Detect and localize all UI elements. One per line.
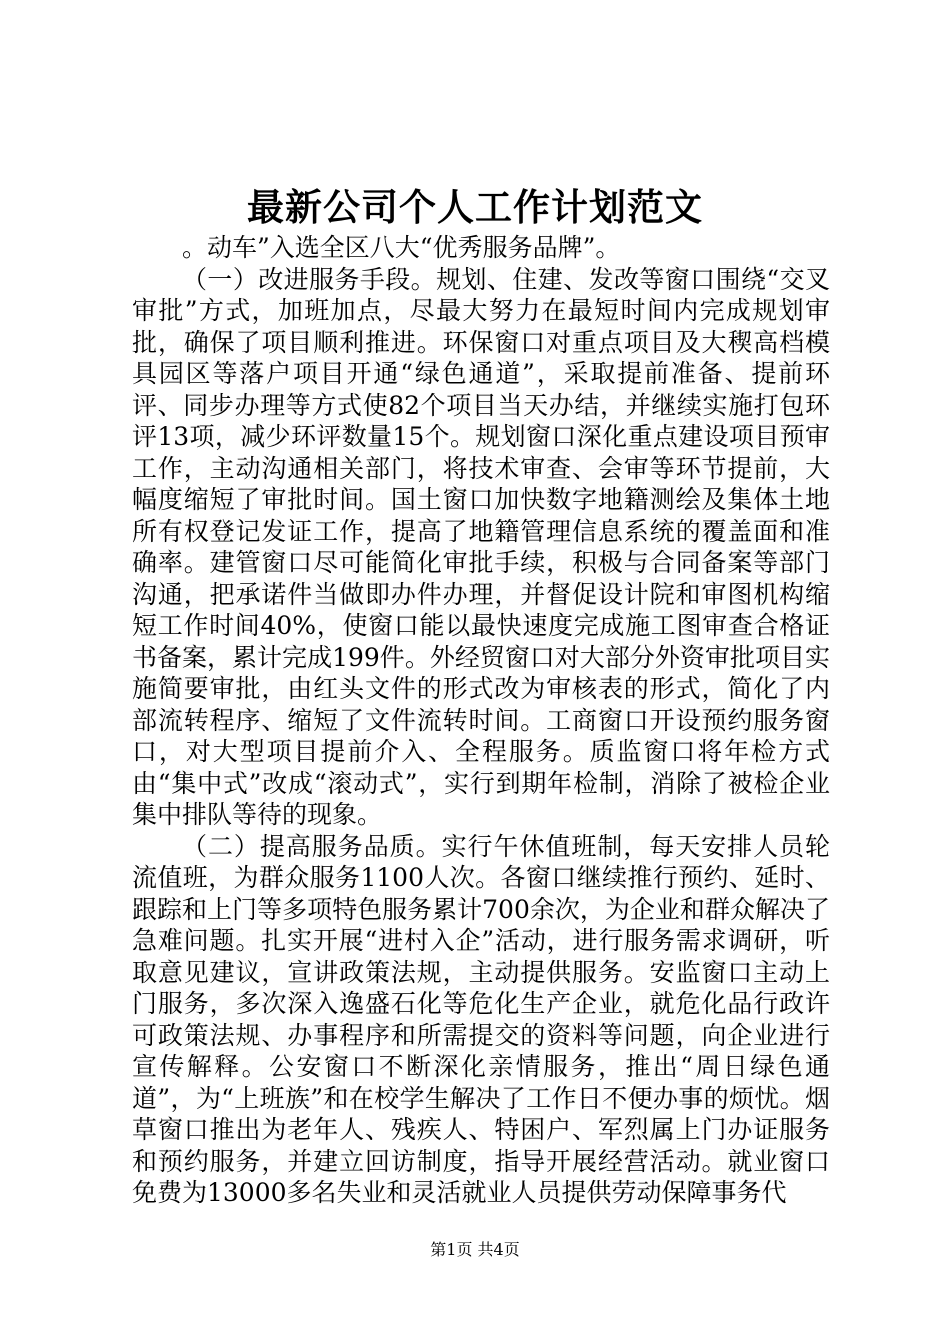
- document-body: [132, 232, 830, 1209]
- paragraph-improve-service-quality: （二）提高服务品质。实行午休值班制，每天安排人员轮流值班，为群众服务1100人次。各窗口继续推行预约、延时、跟踪和上门等多项特色服务累计700余次，为企业和群众解决了急难问题。扎实开展“进村入企”活动，进行服务需求调研，听取意见建议，宣讲政策法规，主动提供服务。安监窗口主动上门服务，多次深入逸盛石化等危化生产企业，就危化品行政许可政策法规、办事程序和所需提交的资料等问题，向企业进行宣传解释。公安窗口不断深化亲情服务，推出“周日绿色通道”，为“上班族”和在校学生解决了工作日不便办事的烦忧。烟草窗口推出为老年人、残疾人、特困户、军烈属上门办证服务和预约服务，并建立回访制度，指导开展经营活动。就业窗口免费为13000多名失业和灵活就业人员提供劳动保障事务代: [132, 831, 830, 1207]
- paragraph-improve-service-means: （一）改进服务手段。规划、住建、发改等窗口围绕“交叉审批”方式，加班加点，尽最大努力在最短时间内完成规划审批，确保了项目顺利推进。环保窗口对重点项目及大稧高档模具园区等落户项目开通“绿色通道”，采取提前准备、提前环评、同步办理等方式使82个项目当天办结，并继续实施打包环评13项，减少环评数量15个。规划窗口深化重点建设项目预审工作，主动沟通相关部门，将技术审查、会审等环节提前，大幅度缩短了审批时间。国土窗口加快数字地籍测绘及集体土地所有权登记发证工作，提高了地籍管理信息系统的覆盖面和准确率。建管窗口尽可能简化审批手续，积极与合同备案等部门沟通，把承诺件当做即办件办理，并督促设计院和审图机构缩短工作时间40%，使窗口能以最快速度完成施工图审查合格证书备案，累计完成199件。外经贸窗口对大部分外资审批项目实施简要审批，由红头文件的形式改为审核表的形式，简化了内部流转程序、缩短了文件流转时间。工商窗口开设预约服务窗口，对大型项目提前介入、全程服务。质监窗口将年检方式由“集中式”改成“滚动式”，实行到期年检制，消除了被检企业集中排队等待的现象。: [132, 264, 830, 829]
- page-number-footer: 第1页 共4页: [430, 1240, 520, 1259]
- document-title: 最新公司个人工作计划范文: [247, 185, 703, 229]
- paragraph-continuation: 。动车”入选全区八大“优秀服务品牌”。: [182, 233, 621, 262]
